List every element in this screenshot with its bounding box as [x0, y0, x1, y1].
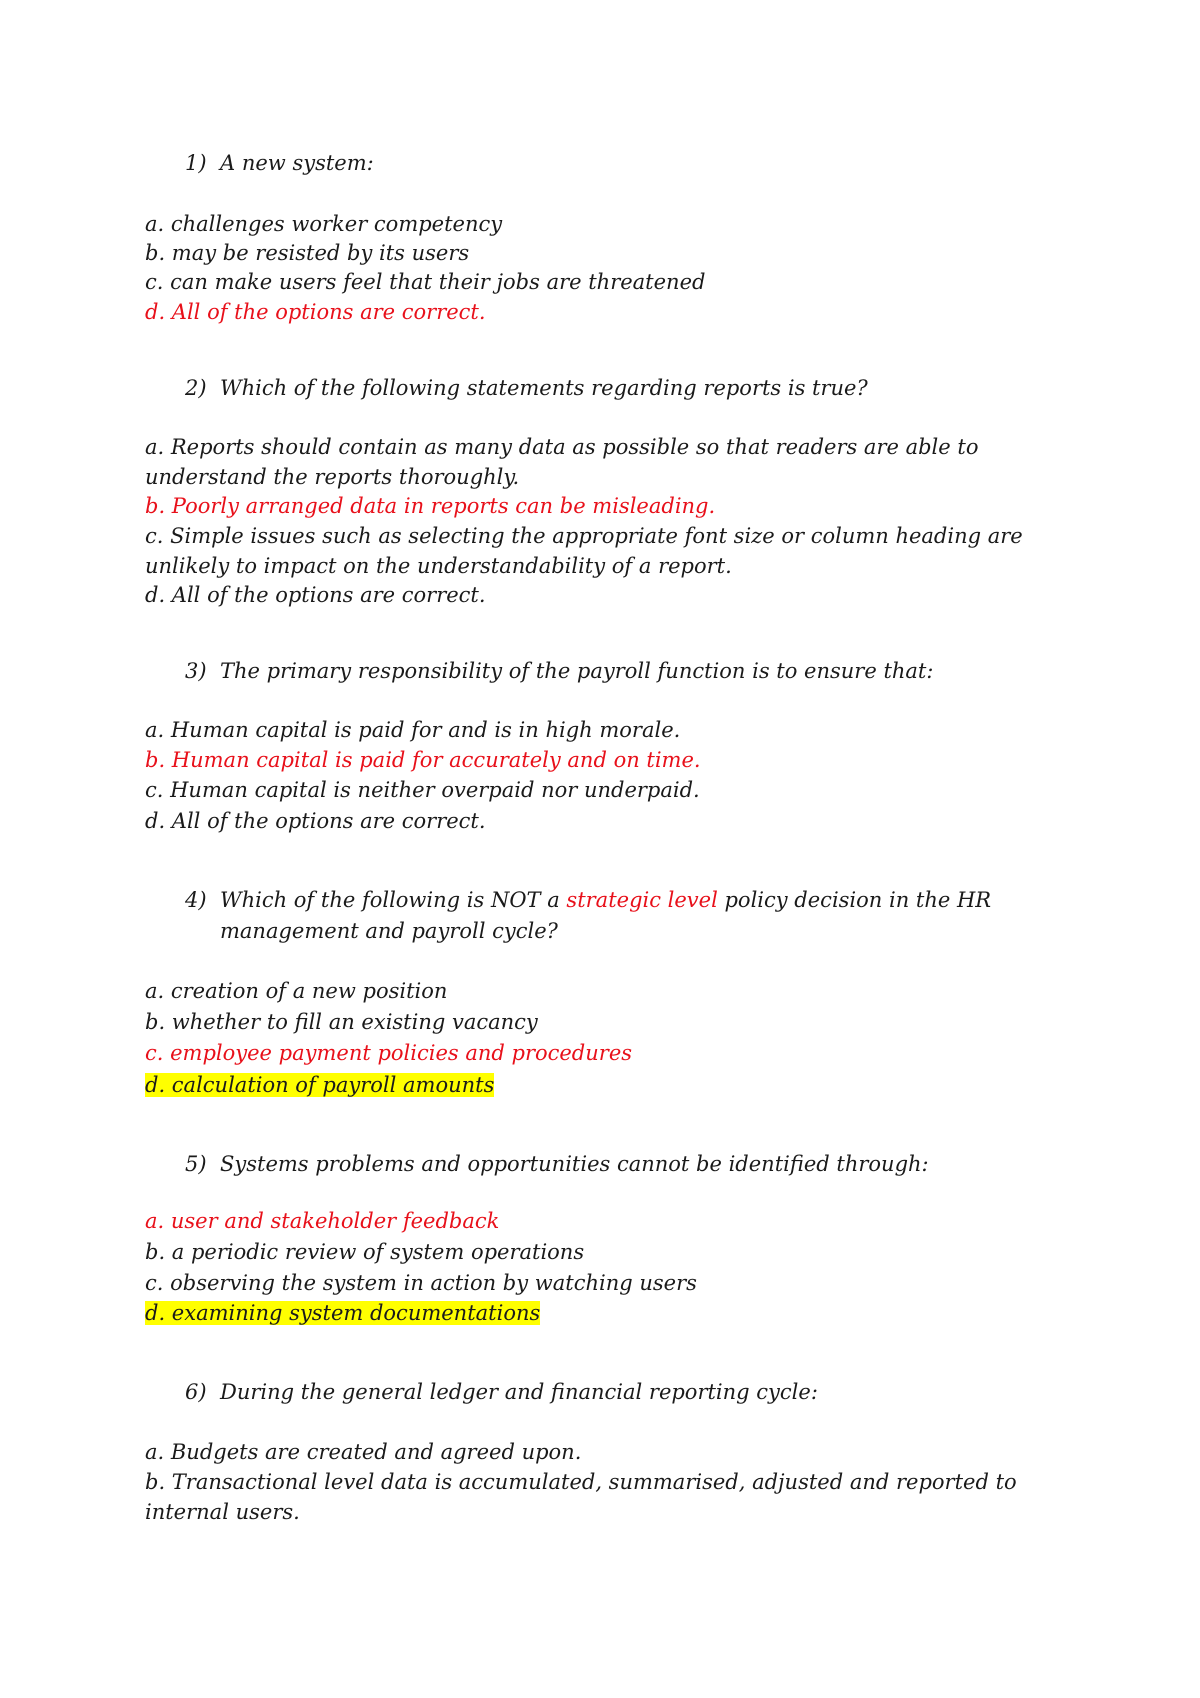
answer-option: b. may be resisted by its users: [145, 241, 470, 265]
answer-option: b. a periodic review of system operations: [145, 1240, 585, 1264]
answer-option: a. challenges worker competency: [145, 212, 503, 236]
emphasized-term: strategic level: [566, 888, 718, 912]
answer-option: a. Reports should contain as many data as possible so that readers are able to understand the reports thoroughly.: [145, 435, 979, 489]
highlighted-text: d. examining system documentations: [145, 1301, 541, 1325]
question-stem: [185, 1149, 1045, 1180]
answer-option-highlighted: [145, 1298, 1065, 1328]
answer-option: d. All of the options are correct.: [145, 809, 486, 833]
answer-option: a. creation of a new position: [145, 979, 448, 1003]
highlighted-text: d. calculation of payroll amounts: [145, 1073, 495, 1097]
answer-option-highlighted: [145, 1070, 1065, 1100]
answer-option-marked: b. Poorly arranged data in reports can be misleading.: [145, 494, 716, 518]
answer-option: b. whether to fill an existing vacancy: [145, 1010, 538, 1034]
question-text: Systems problems and opportunities cannot be identified through:: [220, 1152, 929, 1176]
answer-option-marked: c. employee payment policies and procedures: [145, 1041, 633, 1065]
question-text: The primary responsibility of the payroll function is to ensure that:: [220, 659, 934, 683]
question-text-end: policy decision in the HR management and payroll cycle?: [220, 888, 992, 943]
answer-option: c. Simple issues such as selecting the appropriate font size or column heading are unlikely to impact on the understandability of a report.: [145, 524, 1023, 578]
answer-option: c. Human capital is neither overpaid nor underpaid.: [145, 778, 700, 802]
question-number: 3): [185, 659, 207, 683]
answer-option: c. observing the system in action by watching users: [145, 1271, 697, 1295]
question-stem: [185, 885, 1045, 947]
question-number: 6): [185, 1380, 207, 1404]
question-number: 4): [185, 888, 207, 912]
answer-option-marked: d. All of the options are correct.: [145, 300, 486, 324]
question-stem: [185, 373, 1045, 404]
answer-option: c. can make users feel that their jobs are threatened: [145, 270, 706, 294]
answer-option-marked: b. Human capital is paid for accurately and on time.: [145, 748, 701, 772]
question-text-start: Which of the following is NOT a: [220, 888, 567, 912]
question-stem: [185, 656, 1045, 687]
answer-option-marked: a. user and stakeholder feedback: [145, 1209, 500, 1233]
answer-option: a. Budgets are created and agreed upon.: [145, 1440, 582, 1464]
question-stem: [185, 148, 1045, 179]
answer-option: a. Human capital is paid for and is in high morale.: [145, 718, 681, 742]
question-text: [220, 885, 1045, 947]
question-text: During the general ledger and financial reporting cycle:: [220, 1380, 818, 1404]
question-stem: [185, 1377, 1045, 1408]
answer-option: d. All of the options are correct.: [145, 583, 486, 607]
question-number: 5): [185, 1152, 207, 1176]
question-number: 1): [185, 151, 207, 175]
question-number: 2): [185, 376, 207, 400]
answer-option: b. Transactional level data is accumulated, summarised, adjusted and reported to internal users.: [145, 1470, 1017, 1524]
question-text: Which of the following statements regarding reports is true?: [220, 376, 868, 400]
question-text: A new system:: [220, 151, 374, 175]
